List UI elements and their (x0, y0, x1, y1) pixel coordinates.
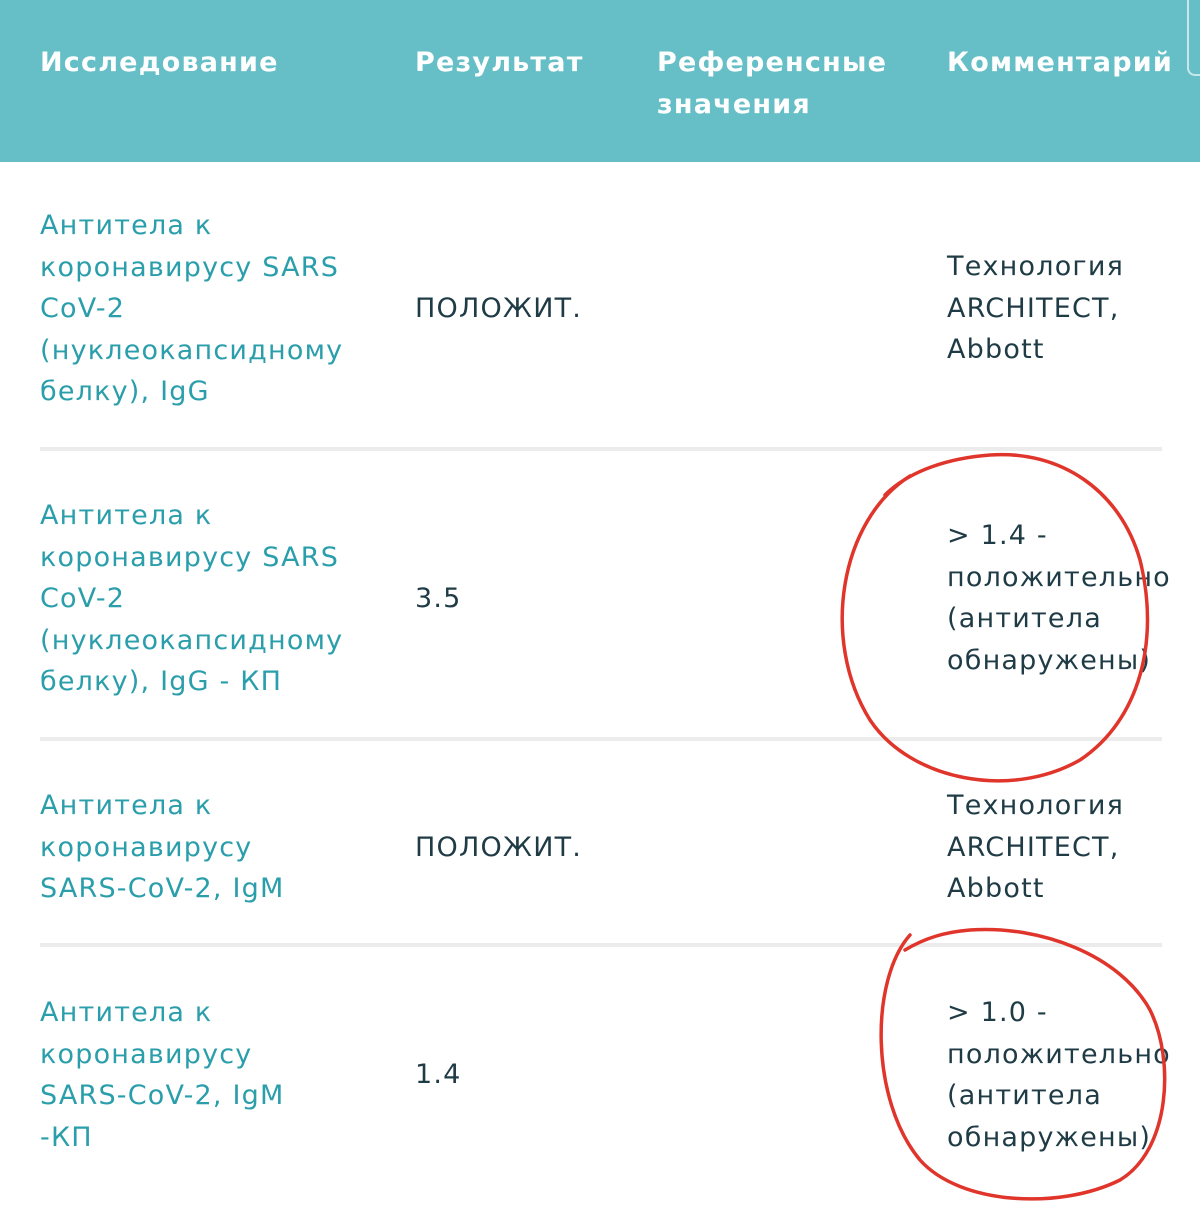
test-name[interactable]: Антитела к коронавирусу SARS-CoV-2, IgM (40, 790, 285, 904)
row-divider (40, 943, 1162, 947)
test-name[interactable]: Антитела к коронавирусу SARS CoV-2 (нуклеокапсидному белку), IgG - КП (40, 500, 344, 697)
row-divider (40, 737, 1162, 741)
comment-value: Технология ARCHITECT, Abbott (947, 251, 1125, 365)
result-value: ПОЛОЖИТ. (415, 832, 583, 863)
result-value: ПОЛОЖИТ. (415, 293, 583, 324)
result-value: 1.4 (415, 1059, 462, 1090)
comment-value: > 1.4 - положительно (антитела обнаружены) (947, 520, 1171, 676)
comment-value: Технология ARCHITECT, Abbott (947, 790, 1125, 904)
test-name[interactable]: Антитела к коронавирусу SARS CoV-2 (нуклеокапсидному белку), IgG (40, 210, 344, 407)
header-result: Результат (415, 47, 584, 78)
header-comment: Комментарий (947, 47, 1173, 78)
row-divider (40, 447, 1162, 451)
scrollbar-edge[interactable] (1187, 0, 1200, 76)
table-header (0, 0, 1200, 162)
test-name[interactable]: Антитела к коронавирусу SARS-CoV-2, IgM -КП (40, 997, 285, 1153)
comment-value: > 1.0 - положительно (антитела обнаружены) (947, 997, 1171, 1153)
result-value: 3.5 (415, 583, 462, 614)
header-test: Исследование (40, 47, 279, 78)
header-reference: Референсные значения (657, 47, 888, 120)
